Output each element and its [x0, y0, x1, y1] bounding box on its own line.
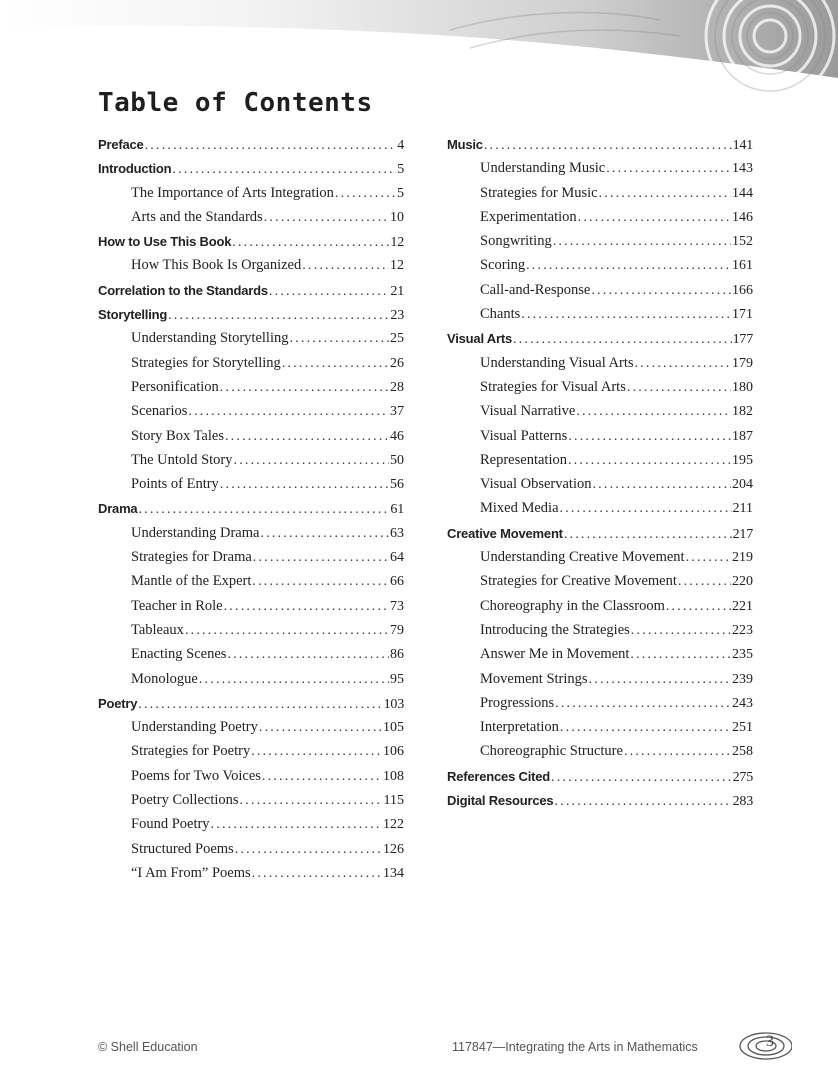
toc-subsection-entry [447, 646, 753, 670]
toc-subsection-entry [447, 257, 753, 281]
toc-dot-leader [289, 331, 389, 347]
toc-entry-page: 66 [390, 574, 404, 590]
toc-section-entry [447, 330, 753, 354]
page-title: Table of Contents [98, 88, 373, 118]
toc-dot-leader [568, 429, 731, 445]
toc-entry-page: 126 [383, 841, 404, 857]
toc-entry-page: 204 [732, 477, 753, 493]
toc-subsection-entry [447, 403, 753, 427]
toc-dot-leader [232, 235, 389, 251]
toc-subsection-entry [98, 865, 404, 889]
toc-entry-title: Representation [480, 451, 567, 468]
toc-entry-page: 143 [732, 161, 753, 177]
toc-dot-leader [269, 284, 389, 300]
toc-dot-leader [138, 697, 382, 713]
toc-entry-page: 73 [390, 598, 404, 614]
toc-entry-title: Understanding Drama [131, 524, 260, 541]
toc-dot-leader [589, 672, 731, 688]
toc-entry-page: 5 [397, 185, 404, 201]
toc-entry-page: 37 [390, 404, 404, 420]
toc-dot-leader [302, 258, 389, 274]
toc-subsection-entry [98, 428, 404, 452]
toc-entry-page: 5 [397, 162, 404, 178]
toc-subsection-entry [98, 792, 404, 816]
toc-dot-leader [592, 477, 731, 493]
toc-entry-page: 283 [732, 794, 753, 810]
toc-entry-title: Understanding Storytelling [131, 330, 289, 347]
toc-entry-page: 182 [732, 404, 753, 420]
toc-entry-page: 187 [732, 428, 753, 444]
toc-dot-leader [686, 550, 731, 566]
toc-entry-page: 86 [390, 647, 404, 663]
toc-entry-title: Introduction [98, 161, 172, 177]
swirl-banner-icon [0, 0, 838, 92]
toc-entry-title: Tableaux [131, 621, 184, 638]
toc-dot-leader [553, 234, 731, 250]
toc-subsection-entry [98, 185, 404, 209]
toc-entry-page: 108 [383, 768, 404, 784]
toc-entry-page: 251 [732, 720, 753, 736]
toc-subsection-entry [98, 549, 404, 573]
toc-dot-leader [227, 647, 389, 663]
toc-entry-title: Mixed Media [480, 500, 559, 517]
toc-subsection-entry [98, 622, 404, 646]
toc-entry-title: How This Book Is Organized [131, 257, 302, 274]
toc-dot-leader [235, 842, 382, 858]
page-number: 3 [766, 1033, 774, 1050]
toc-subsection-entry [447, 428, 753, 452]
toc-dot-leader [599, 186, 731, 202]
toc-subsection-entry [447, 743, 753, 767]
toc-entry-title: Teacher in Role [131, 597, 223, 614]
toc-subsection-entry [447, 622, 753, 646]
toc-subsection-entry [98, 671, 404, 695]
toc-dot-leader [631, 623, 731, 639]
toc-section-entry [447, 136, 753, 160]
toc-dot-leader [484, 138, 732, 154]
toc-dot-leader [262, 769, 382, 785]
toc-entry-page: 221 [732, 598, 753, 614]
toc-entry-title: Strategies for Poetry [131, 743, 251, 760]
toc-entry-page: 103 [383, 696, 404, 712]
toc-section-entry [98, 136, 404, 160]
toc-subsection-entry [447, 476, 753, 500]
toc-entry-title: Enacting Scenes [131, 646, 227, 663]
toc-subsection-entry [98, 646, 404, 670]
toc-dot-leader [560, 501, 732, 517]
toc-entry-title: Understanding Poetry [131, 719, 258, 736]
toc-entry-title: Visual Arts [447, 331, 512, 347]
toc-entry-title: How to Use This Book [98, 234, 232, 250]
toc-dot-leader [606, 161, 731, 177]
toc-entry-title: Arts and the Standards [131, 208, 263, 225]
toc-dot-leader [259, 720, 382, 736]
toc-entry-page: 26 [390, 355, 404, 371]
toc-subsection-entry [447, 695, 753, 719]
toc-entry-page: 25 [390, 331, 404, 347]
toc-entry-title: Poems for Two Voices [131, 767, 261, 784]
toc-dot-leader [264, 210, 389, 226]
toc-entry-page: 179 [732, 355, 753, 371]
toc-dot-leader [224, 599, 389, 615]
toc-dot-leader [624, 744, 731, 760]
toc-entry-page: 243 [732, 695, 753, 711]
toc-entry-page: 239 [732, 671, 753, 687]
swirl-folio-icon [730, 1030, 792, 1062]
toc-entry-title: Introducing the Strategies [480, 621, 630, 638]
toc-entry-page: 217 [732, 526, 753, 542]
toc-entry-title: “I Am From” Poems [131, 864, 251, 881]
toc-subsection-entry [447, 452, 753, 476]
toc-entry-title: Choreography in the Classroom [480, 597, 665, 614]
toc-subsection-entry [98, 816, 404, 840]
toc-entry-title: Choreographic Structure [480, 743, 623, 760]
toc-section-entry [447, 525, 753, 549]
toc-subsection-entry [447, 306, 753, 330]
toc-dot-leader [282, 356, 389, 372]
toc-entry-title: Understanding Visual Arts [480, 354, 634, 371]
toc-entry-page: 4 [397, 138, 404, 153]
toc-entry-title: Strategies for Creative Movement [480, 573, 677, 590]
toc-dot-leader [521, 307, 731, 323]
toc-entry-page: 23 [390, 308, 404, 324]
toc-entry-page: 219 [732, 550, 753, 566]
toc-subsection-entry [98, 573, 404, 597]
toc-entry-page: 56 [390, 477, 404, 493]
toc-entry-page: 50 [390, 452, 404, 468]
toc-entry-title: Creative Movement [447, 525, 563, 541]
toc-entry-title: Drama [98, 501, 138, 517]
toc-dot-leader [240, 793, 383, 809]
toc-entry-title: Scenarios [131, 403, 188, 420]
toc-entry-title: Answer Me in Movement [480, 646, 630, 663]
toc-entry-page: 28 [390, 379, 404, 395]
toc-subsection-entry [447, 233, 753, 257]
toc-section-entry [98, 306, 404, 330]
toc-subsection-entry [98, 525, 404, 549]
toc-subsection-entry [98, 209, 404, 233]
toc-entry-title: Progressions [480, 694, 555, 711]
toc-entry-title: Visual Narrative [480, 403, 576, 420]
toc-entry-page: 12 [390, 235, 404, 251]
toc-entry-title: Poetry Collections [131, 792, 239, 809]
toc-dot-leader [576, 404, 731, 420]
toc-dot-leader [560, 720, 731, 736]
toc-entry-page: 258 [732, 744, 753, 760]
toc-entry-title: Strategies for Drama [131, 549, 252, 566]
toc-dot-leader [234, 453, 390, 469]
toc-entry-title: Visual Observation [480, 476, 592, 493]
toc-dot-leader [260, 526, 389, 542]
toc-entry-title: Story Box Tales [131, 427, 224, 444]
toc-entry-page: 61 [390, 502, 404, 518]
toc-entry-title: Personification [131, 378, 219, 395]
toc-dot-leader [172, 162, 396, 178]
toc-subsection-entry [447, 719, 753, 743]
toc-subsection-entry [98, 841, 404, 865]
toc-dot-leader [252, 574, 389, 590]
toc-section-entry [98, 160, 404, 184]
toc-entry-title: Strategies for Music [480, 184, 598, 201]
toc-subsection-entry [98, 355, 404, 379]
toc-entry-page: 122 [383, 817, 404, 833]
toc-subsection-entry [98, 598, 404, 622]
toc-entry-page: 10 [390, 209, 404, 225]
toc-dot-leader [635, 356, 731, 372]
toc-entry-page: 21 [390, 283, 404, 299]
toc-entry-page: 195 [732, 452, 753, 468]
toc-entry-page: 106 [383, 744, 404, 760]
toc-subsection-entry [447, 379, 753, 403]
toc-entry-title: Experimentation [480, 208, 577, 225]
toc-dot-leader [678, 574, 731, 590]
footer-book-title: 117847—Integrating the Arts in Mathematics [452, 1040, 698, 1054]
toc-entry-page: 46 [390, 428, 404, 444]
toc-entry-page: 180 [732, 379, 753, 395]
toc-subsection-entry [447, 598, 753, 622]
toc-entry-title: Digital Resources [447, 793, 554, 809]
toc-entry-page: 105 [383, 720, 404, 736]
toc-subsection-entry [98, 743, 404, 767]
toc-entry-title: Strategies for Visual Arts [480, 378, 626, 395]
toc-dot-leader [335, 186, 396, 202]
toc-dot-leader [555, 696, 731, 712]
toc-entry-title: Understanding Creative Movement [480, 549, 685, 566]
toc-subsection-entry [447, 500, 753, 524]
toc-entry-page: 79 [390, 622, 404, 638]
toc-entry-title: Monologue [131, 670, 198, 687]
toc-dot-leader [220, 380, 389, 396]
toc-dot-leader [554, 794, 731, 810]
toc-entry-title: Call-and-Response [480, 281, 591, 298]
toc-entry-page: 211 [732, 501, 753, 517]
toc-section-entry [98, 500, 404, 524]
toc-dot-leader [666, 599, 731, 615]
toc-entry-page: 177 [732, 332, 753, 348]
toc-entry-title: Preface [98, 137, 144, 152]
toc-entry-page: 161 [732, 258, 753, 274]
toc-entry-title: Strategies for Storytelling [131, 354, 281, 371]
toc-dot-leader [199, 672, 389, 688]
toc-entry-page: 115 [383, 793, 404, 809]
toc-section-entry [98, 695, 404, 719]
toc-entry-title: Scoring [480, 257, 526, 274]
toc-dot-leader [627, 380, 731, 396]
toc-right-column [447, 136, 753, 816]
toc-entry-page: 12 [390, 258, 404, 274]
toc-entry-title: Storytelling [98, 307, 168, 323]
toc-dot-leader [630, 647, 731, 663]
toc-subsection-entry [447, 160, 753, 184]
toc-entry-title: The Importance of Arts Integration [131, 184, 334, 201]
toc-entry-page: 146 [732, 209, 753, 225]
toc-left-column [98, 136, 404, 889]
toc-entry-page: 63 [390, 525, 404, 541]
toc-entry-page: 64 [390, 550, 404, 566]
toc-dot-leader [252, 866, 382, 882]
toc-subsection-entry [447, 282, 753, 306]
toc-subsection-entry [98, 768, 404, 792]
toc-dot-leader [568, 453, 731, 469]
toc-dot-leader [578, 210, 731, 226]
toc-entry-title: Correlation to the Standards [98, 282, 268, 298]
toc-entry-title: Music [447, 137, 483, 152]
toc-section-entry [447, 792, 753, 816]
toc-dot-leader [513, 332, 732, 348]
toc-dot-leader [526, 258, 731, 274]
toc-entry-page: 134 [383, 865, 404, 881]
toc-subsection-entry [447, 573, 753, 597]
toc-entry-page: 166 [732, 282, 753, 298]
toc-subsection-entry [98, 379, 404, 403]
toc-subsection-entry [98, 257, 404, 281]
toc-entry-title: The Untold Story [131, 451, 233, 468]
toc-subsection-entry [98, 452, 404, 476]
toc-section-entry [447, 768, 753, 792]
toc-entry-title: Chants [480, 306, 521, 323]
toc-section-entry [98, 282, 404, 306]
toc-dot-leader [211, 817, 382, 833]
toc-subsection-entry [98, 330, 404, 354]
toc-subsection-entry [98, 719, 404, 743]
toc-dot-leader [185, 623, 389, 639]
toc-entry-title: Understanding Music [480, 160, 606, 177]
toc-dot-leader [551, 770, 732, 786]
toc-entry-page: 171 [732, 307, 753, 323]
toc-entry-page: 141 [732, 138, 753, 153]
toc-dot-leader [225, 429, 389, 445]
toc-dot-leader [220, 477, 389, 493]
toc-subsection-entry [447, 355, 753, 379]
toc-dot-leader [138, 502, 389, 518]
toc-dot-leader [168, 308, 389, 324]
toc-section-entry [98, 233, 404, 257]
toc-entry-page: 235 [732, 647, 753, 663]
toc-subsection-entry [98, 403, 404, 427]
toc-dot-leader [251, 744, 382, 760]
toc-subsection-entry [447, 209, 753, 233]
toc-subsection-entry [98, 476, 404, 500]
toc-subsection-entry [447, 671, 753, 695]
toc-subsection-entry [447, 185, 753, 209]
toc-entry-title: Structured Poems [131, 840, 234, 857]
toc-entry-title: Points of Entry [131, 476, 219, 493]
toc-entry-title: Interpretation [480, 719, 559, 736]
toc-entry-title: Movement Strings [480, 670, 588, 687]
toc-dot-leader [145, 138, 397, 154]
toc-entry-title: Visual Patterns [480, 427, 568, 444]
toc-entry-title: Found Poetry [131, 816, 210, 833]
toc-entry-title: Mantle of the Expert [131, 573, 252, 590]
toc-entry-page: 220 [732, 574, 753, 590]
footer-publisher: © Shell Education [98, 1040, 198, 1054]
toc-entry-page: 144 [732, 185, 753, 201]
toc-subsection-entry [447, 549, 753, 573]
toc-dot-leader [564, 527, 732, 543]
toc-dot-leader [253, 550, 389, 566]
toc-dot-leader [591, 283, 731, 299]
toc-entry-page: 95 [390, 671, 404, 687]
toc-dot-leader [188, 404, 389, 420]
toc-entry-page: 223 [732, 622, 753, 638]
toc-entry-title: Songwriting [480, 233, 552, 250]
toc-entry-title: References Cited [447, 768, 551, 784]
toc-entry-page: 152 [732, 234, 753, 250]
toc-entry-title: Poetry [98, 695, 138, 711]
toc-entry-page: 275 [732, 769, 753, 785]
